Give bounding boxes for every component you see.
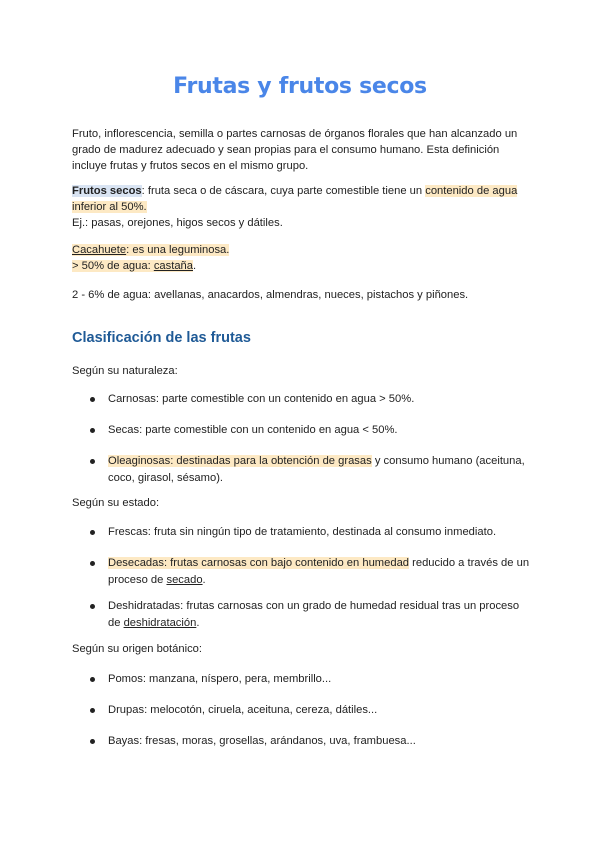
frutos-secos-term: Frutos secos bbox=[72, 185, 142, 197]
list-item-secas: Secas: parte comestible con un contenido en agua < 50%. bbox=[108, 424, 398, 436]
deshidratadas-line-1: Deshidratadas: frutas carnosas con un grado de humedad residual tras un proceso bbox=[108, 600, 520, 612]
botanico-label: Según su origen botánico: bbox=[72, 643, 202, 655]
castana-end: . bbox=[193, 260, 197, 272]
deshidratadas-line-2-prefix: de bbox=[108, 617, 124, 629]
deshidratacion-word: deshidratación bbox=[123, 617, 197, 629]
desecadas-rest: reducido a través de un bbox=[409, 557, 530, 569]
frutos-secos-definition bbox=[72, 183, 534, 231]
bullet-icon bbox=[90, 604, 95, 609]
list-item-frescas: Frescas: fruta sin ningún tipo de tratamiento, destinada al consumo inmediato. bbox=[108, 526, 497, 538]
bullet-icon bbox=[90, 530, 95, 535]
oleaginosas-highlight: Oleaginosas: destinadas para la obtención de grasas bbox=[108, 455, 372, 467]
intro-line-3: incluye frutas y frutos secos en el mismo grupo. bbox=[72, 160, 309, 172]
desecadas-line-2-prefix: proceso de bbox=[108, 574, 167, 586]
intro-line-2: grado de madurez adecuado y sean propias para el consumo humano. Esta definición bbox=[72, 144, 500, 156]
bullet-icon bbox=[90, 739, 95, 744]
list-item-pomos: Pomos: manzana, níspero, pera, membrillo... bbox=[108, 673, 332, 685]
cacahuete-rest: : es una leguminosa. bbox=[126, 244, 230, 256]
desecadas-highlight: Desecadas: frutas carnosas con bajo contenido en humedad bbox=[108, 557, 410, 569]
list-item-carnosas: Carnosas: parte comestible con un contenido en agua > 50%. bbox=[108, 393, 415, 405]
secado-word: secado bbox=[166, 574, 203, 586]
bullet-icon bbox=[90, 708, 95, 713]
list-item-drupas: Drupas: melocotón, ciruela, aceituna, cereza, dátiles... bbox=[108, 704, 378, 716]
desecadas-line-2-end: . bbox=[202, 574, 206, 586]
list-item-oleaginosas bbox=[108, 453, 538, 487]
castana-word: castaña bbox=[153, 260, 193, 272]
page-title: Frutas y frutos secos bbox=[173, 74, 427, 99]
bullet-icon bbox=[90, 397, 95, 402]
bullet-icon bbox=[90, 561, 95, 566]
frutos-secos-text: : fruta seca o de cáscara, cuya parte comestible tiene un bbox=[141, 185, 426, 197]
castana-prefix: > 50% de agua: bbox=[72, 260, 154, 272]
bullet-icon bbox=[90, 428, 95, 433]
range-line: 2 - 6% de agua: avellanas, anacardos, almendras, nueces, pistachos y piñones. bbox=[72, 289, 469, 301]
list-item-deshidratadas bbox=[108, 598, 538, 632]
oleaginosas-rest: y consumo humano (aceituna, bbox=[371, 455, 525, 467]
bullet-icon bbox=[90, 677, 95, 682]
oleaginosas-line-2: coco, girasol, sésamo). bbox=[108, 472, 224, 484]
section-heading: Clasificación de las frutas bbox=[72, 330, 251, 346]
intro-line-1: Fruto, inflorescencia, semilla o partes carnosas de órganos florales que han alcanzado un bbox=[72, 128, 518, 140]
frutos-secos-example: Ej.: pasas, orejones, higos secos y dátiles. bbox=[72, 217, 283, 229]
cacahuete-note bbox=[72, 242, 534, 274]
frutos-secos-highlight-b: inferior al 50%. bbox=[72, 201, 147, 213]
frutos-secos-highlight-a: contenido de agua bbox=[425, 185, 518, 197]
intro-paragraph bbox=[72, 126, 534, 174]
bullet-icon bbox=[90, 459, 95, 464]
estado-label: Según su estado: bbox=[72, 497, 160, 509]
naturaleza-label: Según su naturaleza: bbox=[72, 365, 178, 377]
list-item-bayas: Bayas: fresas, moras, grosellas, arándanos, uva, frambuesa... bbox=[108, 735, 416, 747]
cacahuete-word: Cacahuete bbox=[72, 244, 127, 256]
list-item-desecadas bbox=[108, 555, 538, 589]
deshidratadas-line-2-end: . bbox=[196, 617, 200, 629]
